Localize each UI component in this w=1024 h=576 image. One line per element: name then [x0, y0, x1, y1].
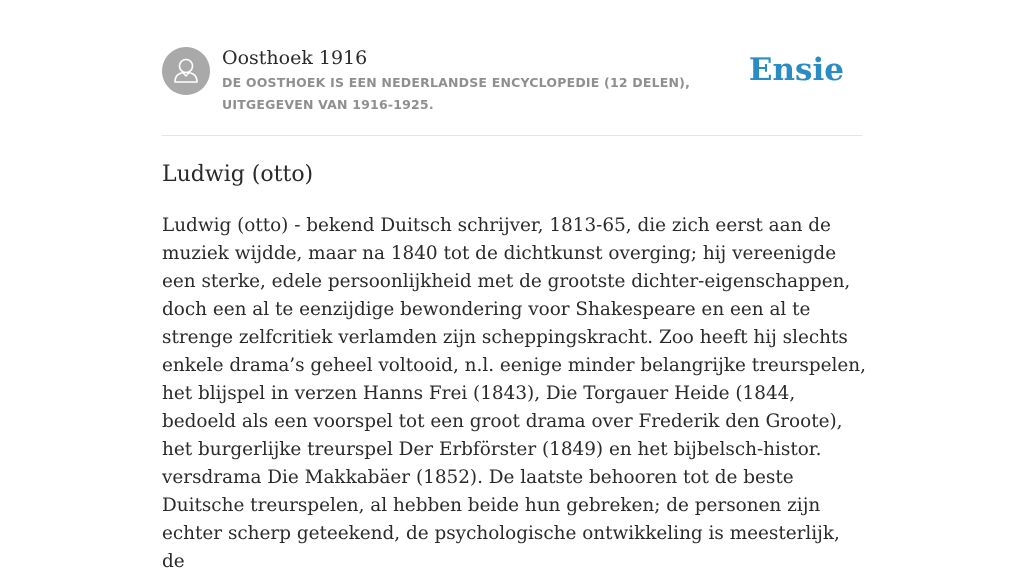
user-icon: [162, 47, 210, 95]
article-body: Ludwig (otto) - bekend Duitsch schrijver, 1813-65, die zich eerst aan de muziek wijdde, maar na 1840 tot de dichtkunst overging; hij vereenigde een sterke, edele persoonlijkheid met de grootste dichter-eigenschappen, doch een al te eenzijdige bewondering voor Shakespeare en een al te strenge zelfcritiek verlamden zijn scheppingskracht. Zoo heeft hij slechts enkele drama’s geheel voltooid, n.l. eenige minder belangrijke treurspelen, het blijspel in verzen Hanns Frei (1843), Die Torgauer Heide (1844, bedoeld als een voorspel tot een groot drama over Frederik den Groote), het burgerlijke treurspel Der Erbförster (1849) en het bijbelsch-histor. versdrama Die Makkabäer (1852). De laatste behooren tot de beste Duitsche treurspelen, al hebben beide hun gebreken; de personen zijn echter scherp geteekend, de psychologische ontwikkeling is meesterlijk, de: [162, 215, 866, 572]
source-title[interactable]: Oosthoek 1916: [222, 47, 368, 69]
avatar: [162, 47, 210, 95]
source-header: [162, 46, 862, 136]
article-title: Ludwig (otto): [162, 162, 314, 187]
source-description: DE OOSTHOEK IS EEN NEDERLANDSE ENCYCLOPEDIE (12 DELEN), UITGEGEVEN VAN 1916-1925.: [222, 75, 691, 112]
ensie-logo[interactable]: Ensie: [748, 52, 844, 88]
